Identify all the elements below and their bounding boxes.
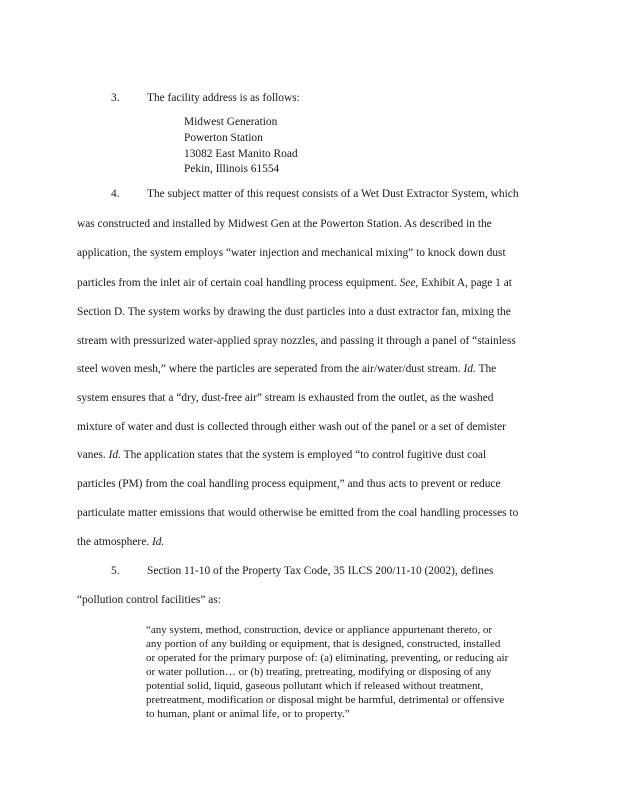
paragraph-line: The subject matter of this request consists of a Wet Dust Extractor System, which: [147, 188, 519, 200]
item-5-number: 5.: [111, 565, 120, 577]
block-quote-line: any portion of any building or equipment, that is designed, constructed, installed: [146, 638, 501, 650]
paragraph-line: Section 11-10 of the Property Tax Code, 35 ILCS 200/11-10 (2002), defines: [147, 565, 494, 577]
address-line: 13082 East Manito Road: [184, 148, 298, 160]
block-quote-line: or water pollution… or (b) treating, pretreating, modifying or disposing of any: [146, 666, 492, 678]
block-quote-line: to human, plant or animal life, or to property.”: [146, 708, 350, 720]
paragraph-line: mixture of water and dust is collected through either wash out of the panel or a set of demister: [77, 421, 506, 433]
address-line: Pekin, Illinois 61554: [184, 163, 280, 175]
block-quote-line: or operated for the primary purpose of: (a) eliminating, preventing, or reducing air: [146, 652, 509, 664]
paragraph-line: steel woven mesh,” where the particles are seperated from the air/water/dust stream. Id. The: [77, 363, 497, 375]
paragraph-line: vanes. Id. The application states that the system is employed “to control fugitive dust coal: [77, 449, 487, 461]
paragraph-line: “pollution control facilities” as:: [77, 594, 221, 606]
item-4-number: 4.: [111, 188, 120, 200]
paragraph-line: system ensures that a “dry, dust-free air” stream is exhausted from the outlet, as the washed: [77, 392, 494, 404]
paragraph-line: particles from the inlet air of certain coal handling process equipment. See, Exhibit A, page 1 at: [77, 277, 512, 289]
block-quote-line: pretreatment, modification or disposal might be harmful, detrimental or offensive: [146, 694, 505, 706]
paragraph-line: was constructed and installed by Midwest Gen at the Powerton Station. As described in the: [77, 218, 492, 230]
paragraph-line: particles (PM) from the coal handling process equipment,” and thus acts to prevent or reduce: [77, 478, 501, 490]
block-quote-line: “any system, method, construction, device or appliance appurtenant thereto, or: [146, 624, 493, 636]
address-line: Powerton Station: [184, 132, 263, 144]
block-quote-line: potential solid, liquid, gaseous pollutant which if released without treatment,: [146, 680, 484, 692]
paragraph-line: Section D. The system works by drawing the dust particles into a dust extractor fan, mixing the: [77, 306, 511, 318]
paragraph-line: particulate matter emissions that would otherwise be emitted from the coal handling processes to: [77, 507, 519, 519]
item-3-text: The facility address is as follows:: [147, 92, 300, 104]
paragraph-line: application, the system employs “water injection and mechanical mixing” to knock down dust: [77, 247, 506, 259]
paragraph-line: stream with pressurized water-applied spray nozzles, and passing it through a panel of “stainless: [77, 335, 516, 347]
address-line: Midwest Generation: [184, 116, 278, 128]
paragraph-line: the atmosphere. Id.: [77, 536, 165, 548]
item-3-number: 3.: [111, 92, 120, 104]
